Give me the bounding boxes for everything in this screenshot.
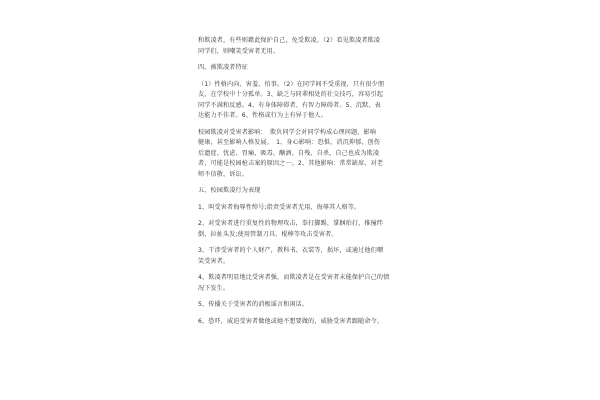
paragraph-line: 友，在学校中十分孤单。3、缺乏与同辈相处的社交技巧，容易引起 [198,91,384,98]
list-item: 1、叫受害者侮辱性绰号;指责受害者无用、侮辱其人格等。 [198,203,361,211]
paragraph-line: 师不信敬、诉讼。 [198,170,248,178]
paragraph-line: 同学们，则嘲笑受害者无用。 [198,47,280,55]
paragraph-line: 达能力不佳者。6、性格或行为上有异于他人。 [198,112,327,119]
paragraph-line: （1）性格内向、害羞、怕事。（2）在同学间不受重视，只有很少朋 [198,80,385,88]
list-item-continued: 况下发生。 [198,284,230,292]
paragraph-line: 校园欺凌对受害者影响： 欺负同学会对同学构成心理问题，影响 [198,128,377,136]
list-item: 3、干涉受害者的个人财产，教科书、衣装等，损坏，或通过他们嘲 [198,247,384,254]
list-item-continued: 笑受害者。 [198,257,230,265]
section-heading: 四、被欺凌者特征 [198,64,248,71]
paragraph-line: 和欺凌者，有些则藉此保护自己，免受欺凌。（2）看见欺凌者欺凌 [198,37,381,44]
list-item: 5、传播关于受害者的消极谣言和闲话。 [198,301,309,308]
list-item: 4、欺凌者明显地比受害者强，而欺凌者是在受害者未能保护自己的情 [198,274,390,281]
list-item: 6、恐吓，威迫受害者做他或她不想要做的，威胁受害者跟随命令。 [198,317,384,325]
list-item: 2、对受害者进行重复性的物理攻击，拳打脚踢，掌掴拍打，推撞绊 [198,220,384,227]
document-page [198,36,412,327]
section-heading: 五、校园欺凌行为表现 [198,187,261,194]
paragraph-line: 后遗症、忧虑、胃痛、吸毒、酗酒、自残、自杀，自己也成为欺凌 [198,149,380,157]
list-item-continued: 倒、拉扯头发;使用管制刀具、棍棒等攻击受害者。 [198,230,338,238]
paragraph-line: 者，可能是校园枪击案的原因之一。2、其他影响：常常缺席、对老 [198,160,384,167]
paragraph-line: 健康，甚至影响人格发展。 1、身心影响：恐惧、消沉抑郁、创伤 [198,139,381,146]
paragraph-line: 同学不满和反感。4、有身体障碍者、有智力障碍者。5、沉默、表 [198,101,381,109]
